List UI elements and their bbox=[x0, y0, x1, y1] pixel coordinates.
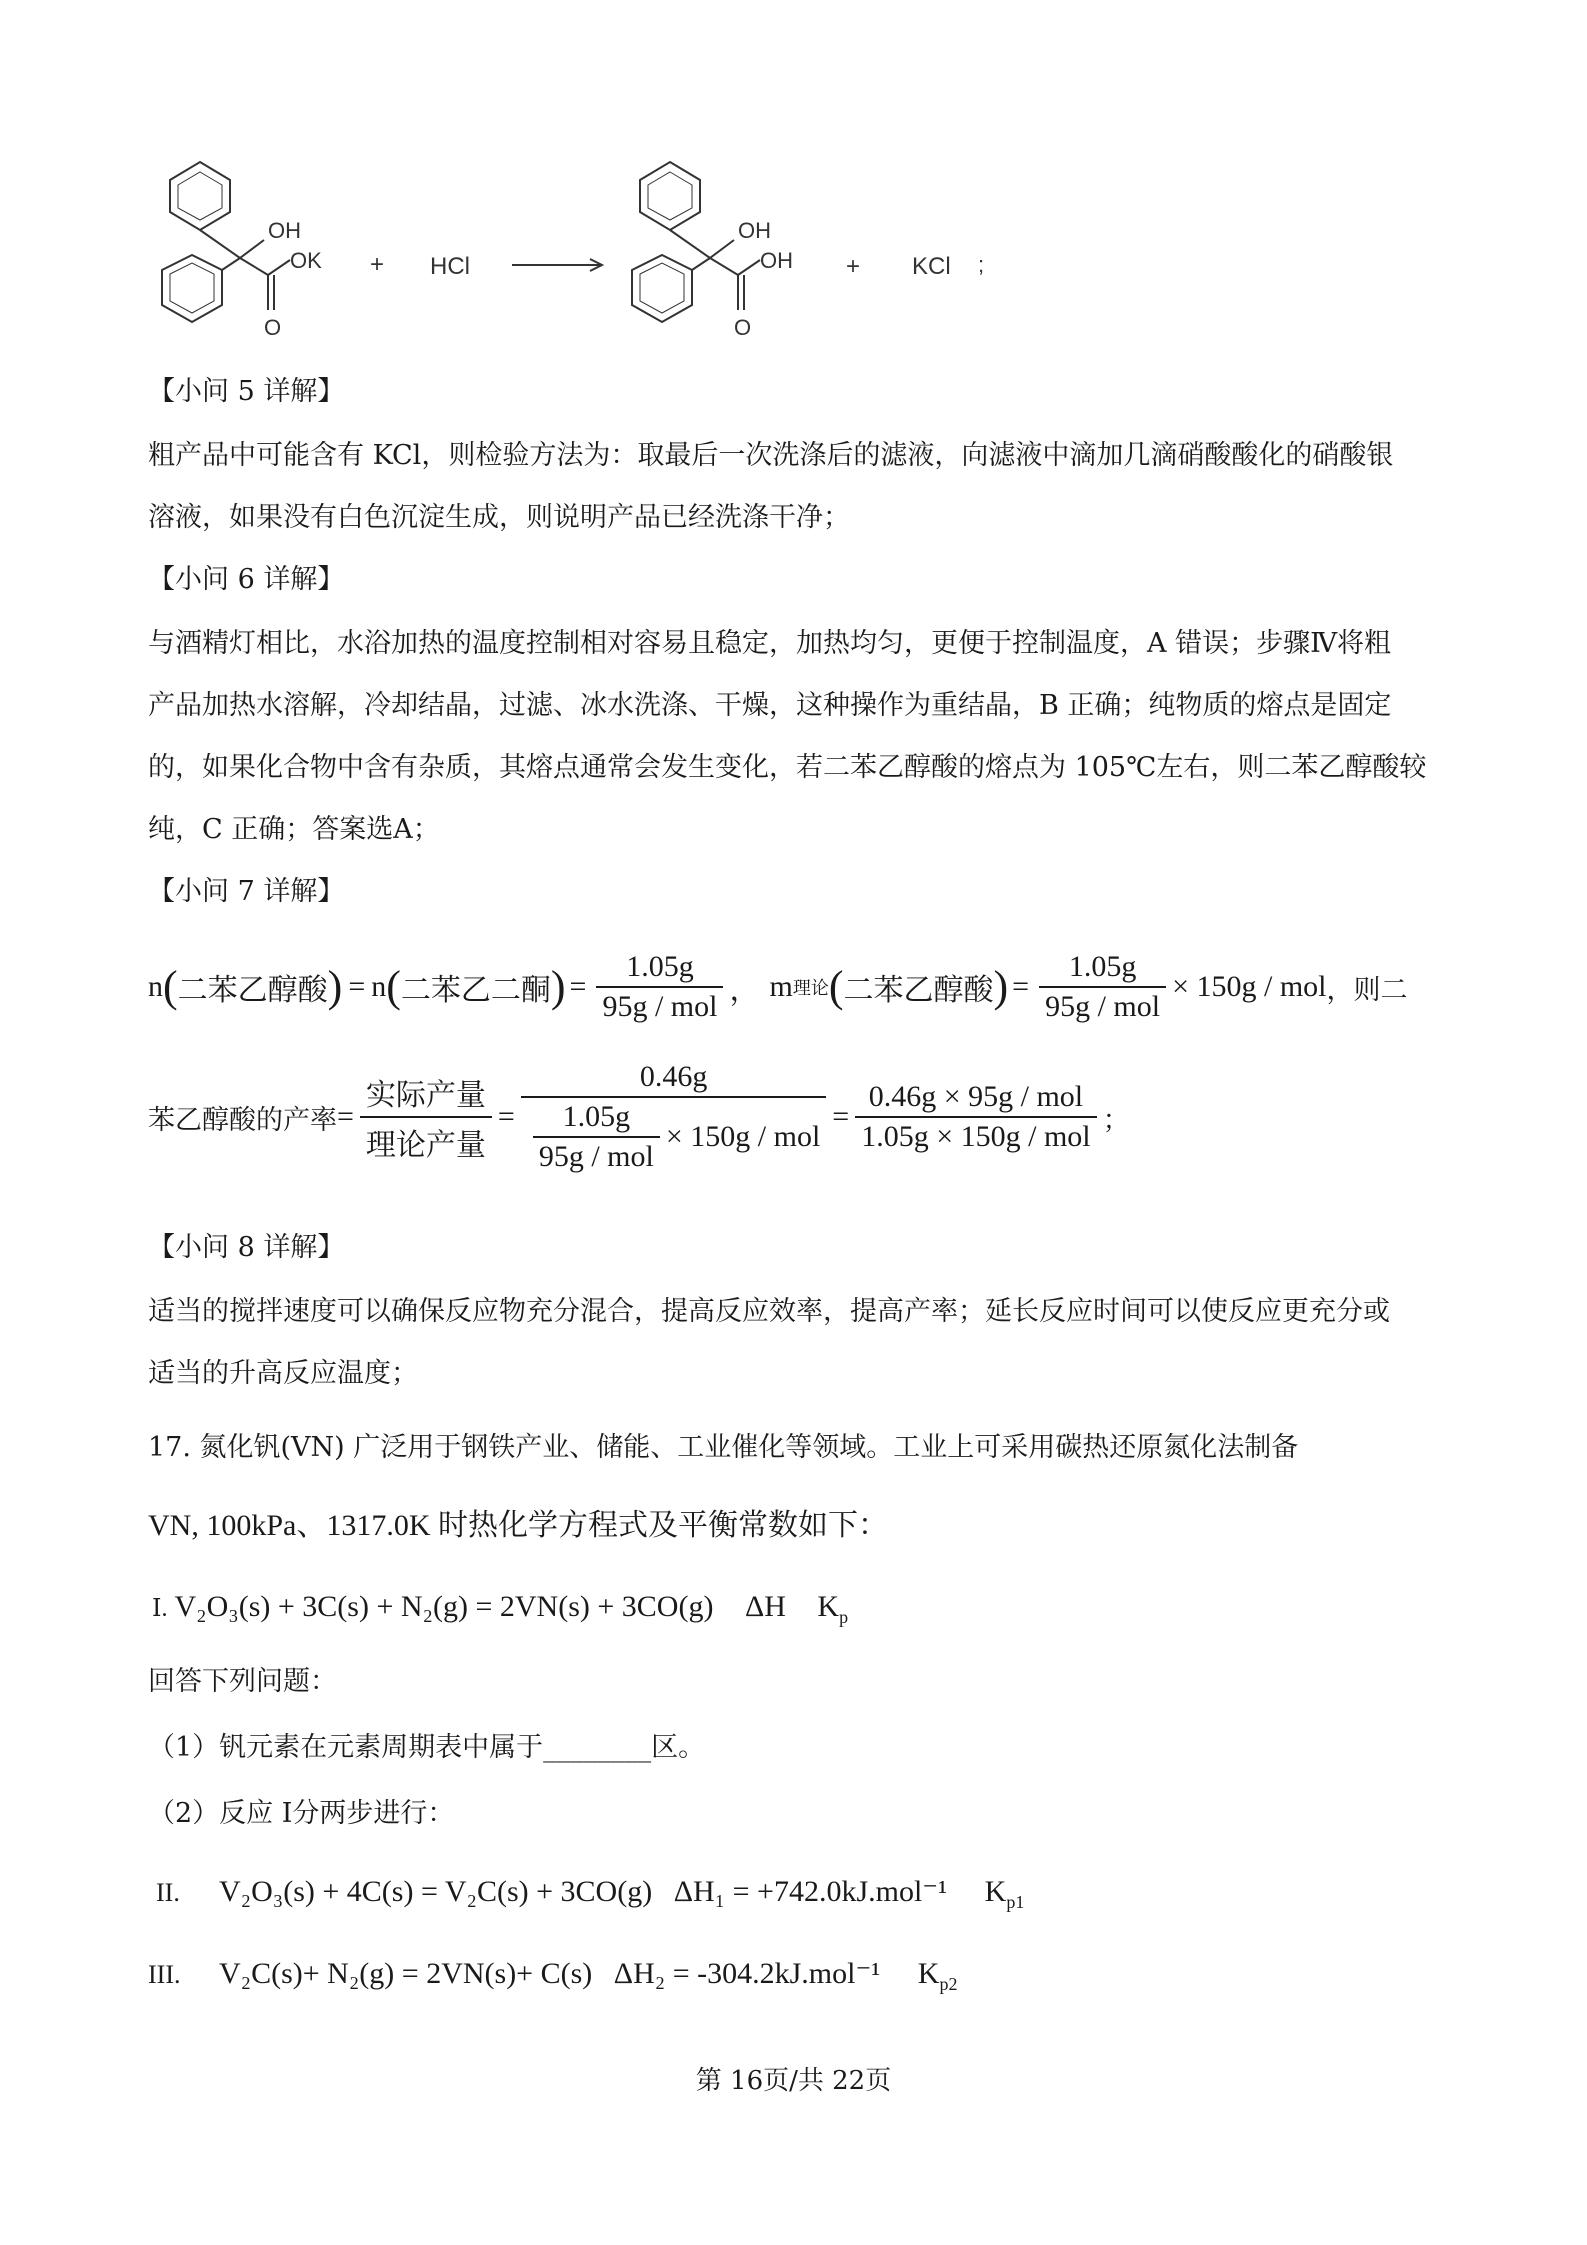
fraction bbox=[360, 1070, 492, 1164]
eq1-k-sub: p bbox=[839, 1607, 849, 1627]
q6-line3: 的，如果化合物中含有杂质，其熔点通常会发生变化，若二苯乙醇酸的熔点为 105℃左右，则二苯乙醇酸较 bbox=[148, 752, 1427, 783]
q6-line4: 纯，C 正确；答案选A； bbox=[148, 814, 440, 845]
numerator: 1.05g bbox=[562, 1100, 631, 1133]
q8-line2: 适当的升高反应温度； bbox=[148, 1358, 418, 1389]
equation-2 bbox=[156, 1874, 1024, 1913]
q6-line2: 产品加热水溶解，冷却结晶，过滤、冰水洗涤、干燥，这种操作为重结晶，B 正确；纯物质的熔点是固定 bbox=[148, 690, 1392, 721]
q5-header: 【小问 5 详解】 bbox=[148, 376, 345, 407]
equals: = bbox=[832, 1100, 850, 1133]
reaction-diagram bbox=[140, 150, 1060, 350]
eq2-k-sub: p1 bbox=[1006, 1892, 1025, 1912]
oh-label: OH bbox=[738, 218, 771, 243]
eq3-dh: ΔH₂ = -304.2kJ.mol⁻¹ bbox=[613, 1957, 881, 1990]
inner-fraction bbox=[533, 1100, 660, 1174]
dione-name: 二苯乙二酮 bbox=[400, 974, 551, 1007]
reaction-scheme bbox=[140, 150, 1060, 350]
q7-formula-line2 bbox=[148, 1060, 1130, 1174]
numerator: 1.05g bbox=[626, 950, 694, 983]
fraction bbox=[596, 950, 723, 1024]
eq3-k-sub: p2 bbox=[939, 1974, 958, 1994]
paren: ) bbox=[993, 962, 1009, 1011]
eq1-k: K bbox=[817, 1590, 840, 1623]
eq3-body: V₂C(s)+ N₂(g) = 2VN(s)+ C(s) bbox=[218, 1957, 593, 1990]
denominator: 1.05g × 150g / mol bbox=[855, 1116, 1096, 1154]
fraction bbox=[855, 1080, 1096, 1154]
plus-sign: + bbox=[370, 251, 385, 278]
equation-1 bbox=[152, 1590, 848, 1628]
numerator: 1.05g bbox=[1068, 950, 1137, 983]
fraction bbox=[1039, 950, 1166, 1024]
kcl-label: KCl bbox=[912, 253, 951, 280]
comma: ， bbox=[729, 974, 760, 1007]
q6-header: 【小问 6 详解】 bbox=[148, 564, 345, 595]
sub-question-1: （1）钒元素在元素周期表中属于________区。 bbox=[148, 1732, 706, 1763]
semicolon: ; bbox=[978, 252, 985, 277]
eq1-body: V₂O₃(s) + 3C(s) + N₂(g) = 2VN(s) + 3CO(g) bbox=[174, 1590, 714, 1623]
q5-line1: 粗产品中可能含有 KCl，则检验方法为：取最后一次洗涤后的滤液，向滤液中滴加几滴硝酸酸化的硝酸银 bbox=[148, 440, 1394, 471]
o-label: O bbox=[264, 315, 282, 340]
eq2-body: V₂O₃(s) + 4C(s) = V₂C(s) + 3CO(g) bbox=[218, 1875, 653, 1908]
yield-label: 苯乙醇酸的产率 bbox=[148, 1104, 337, 1135]
hcl-label: HCl bbox=[430, 253, 470, 280]
eq1-dh: ΔH bbox=[744, 1590, 786, 1623]
o-label: O bbox=[734, 315, 752, 340]
then-text: ，则二 bbox=[1326, 974, 1408, 1005]
equation-3 bbox=[148, 1956, 957, 1995]
oh-acid-label: OH bbox=[760, 248, 793, 273]
paren: ( bbox=[163, 962, 178, 1011]
plus-sign: + bbox=[846, 253, 861, 280]
equals: = bbox=[337, 1100, 354, 1133]
paren: ( bbox=[828, 962, 844, 1011]
paren: ) bbox=[550, 962, 566, 1011]
oh-label: OH bbox=[268, 218, 301, 243]
denominator: 95g / mol bbox=[1039, 986, 1166, 1024]
denominator: 95g / mol bbox=[596, 986, 723, 1024]
equals: = bbox=[1012, 970, 1030, 1003]
numerator: 0.46g bbox=[639, 1060, 708, 1093]
denominator: 理论产量 bbox=[360, 1116, 492, 1164]
eq2-dh: ΔH₁ = +742.0kJ.mol⁻¹ bbox=[673, 1875, 948, 1908]
denominator bbox=[521, 1096, 826, 1174]
q8-header: 【小问 8 详解】 bbox=[148, 1232, 345, 1263]
paren: ) bbox=[327, 962, 343, 1011]
eq3-k: K bbox=[917, 1957, 940, 1990]
n-symbol: n bbox=[148, 970, 163, 1003]
q17-line1: 17. 氮化钒(VN) 广泛用于钢铁产业、储能、工业催化等领域。工业上可采用碳热还原氮化法制备 bbox=[148, 1432, 1299, 1463]
semicolon: ； bbox=[1102, 1104, 1130, 1135]
phenyl-ring bbox=[162, 255, 222, 322]
numerator: 实际产量 bbox=[365, 1079, 486, 1112]
ok-label: OK bbox=[290, 248, 322, 273]
q8-line1: 适当的搅拌速度可以确保反应物充分混合，提高反应效率，提高产率；延长反应时间可以使反应更充分或 bbox=[148, 1296, 1390, 1327]
q7-formula-line1 bbox=[148, 950, 1408, 1024]
equals: = bbox=[497, 1100, 515, 1133]
phenyl-ring bbox=[632, 255, 692, 322]
equals: = bbox=[348, 970, 366, 1003]
q17-line2: VN, 100kPa、1317.0K 时热化学方程式及平衡常数如下： bbox=[148, 1509, 888, 1542]
acid-name: 二苯乙醇酸 bbox=[843, 974, 994, 1007]
numerator: 0.46g × 95g / mol bbox=[868, 1080, 1084, 1113]
page-footer: 第 16页/共 22页 bbox=[695, 2066, 892, 2096]
eq3-label: III. bbox=[148, 1960, 181, 1989]
eq1-label: Ⅰ. bbox=[152, 1596, 168, 1622]
paren: ( bbox=[386, 962, 401, 1011]
times-molar: × 150g / mol bbox=[1172, 970, 1327, 1003]
m-subscript: 理论 bbox=[792, 978, 829, 998]
q7-header: 【小问 7 详解】 bbox=[148, 876, 345, 907]
times-molar: × 150g / mol bbox=[665, 1120, 821, 1153]
m-symbol: m bbox=[769, 970, 793, 1003]
n-symbol: n bbox=[371, 970, 387, 1003]
eq2-label: II. bbox=[156, 1878, 180, 1907]
q6-line1: 与酒精灯相比，水浴加热的温度控制相对容易且稳定，加热均匀，更便于控制温度，A 错误；步骤Ⅳ将粗 bbox=[148, 628, 1392, 659]
sub-question-2: （2）反应 Ⅰ分两步进行： bbox=[148, 1798, 455, 1829]
acid-name: 二苯乙醇酸 bbox=[177, 974, 328, 1007]
denominator: 95g / mol bbox=[533, 1136, 660, 1174]
equals: = bbox=[569, 970, 587, 1003]
fraction bbox=[521, 1060, 826, 1174]
eq2-k: K bbox=[984, 1875, 1007, 1908]
q5-line2: 溶液，如果没有白色沉淀生成，则说明产品已经洗涤干净； bbox=[148, 502, 850, 533]
answer-prompt: 回答下列问题： bbox=[148, 1666, 337, 1697]
